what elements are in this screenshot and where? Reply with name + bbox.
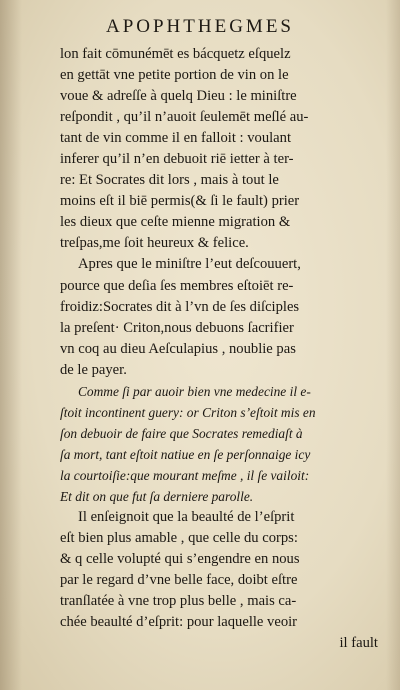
text-line: ſtoit incontinent guery: or Criton s’eſtoit mis en [60,404,316,420]
catchword: il fault [339,635,378,652]
paragraph-1 [58,44,380,254]
text-line: vn coq au dieu Aeſculapius , noublie pas [60,340,296,357]
text-line: tant de vin comme il en falloit : voulant [60,130,292,147]
text-line: voue & adreſſe à quelq Dieu : le miniſtre [60,88,297,105]
text-block [58,44,380,654]
text-line: re: Et Socrates dit lors , mais à tout le [60,172,279,189]
text-line: lon fait cōmunémēt es bácquetz eſquelz [60,46,291,62]
text-line: moins eſt il biē permis(& ſi le fault) prier [60,193,300,210]
text-line: les dieux que ceſte mienne migration & [60,214,291,231]
text-line: ſon debuoir de faire que Socrates remediaſt à [60,425,303,441]
text-line: froidiz:Socrates dit à l’vn de ſes diſciples [60,298,300,315]
text-line: Il enſeignoit que la beaulté de l’eſprit [78,509,295,526]
text-line: pource que deſia ſes membres eſtoiēt re- [60,277,294,294]
text-line: Apres que le miniſtre l’eut deſcouuert, [78,256,301,273]
text-line: & q celle volupté qui s’engendre en nous [60,551,300,568]
text-line: la courtoiſie:que mourant meſme , il ſe vailoit: [60,467,310,483]
text-line: Comme ſi par auoir bien vne medecine il e- [78,383,311,399]
text-line: eſt bien plus amable , que celle du corps: [60,530,298,547]
text-line: de le payer. [60,361,127,378]
text-line: chée beaulté d’eſprit: pour laquelle veoir [60,614,298,631]
text-line: Et dit on que fut ſa derniere parolle. [60,488,254,504]
text-line: reſpondit , qu’il n’auoit ſeulemēt meſlé au- [60,109,309,126]
text-line: inferer qu’il n’en debuoit riē ietter à ter- [60,151,294,168]
text-line: la preſent· Criton,nous debuons ſacrifier [60,319,294,336]
paragraph-2 [58,254,380,380]
text-line: en gettāt vne petite portion de vin on le [60,67,289,84]
paragraph-4 [58,507,380,633]
text-line: par le regard d’vne belle face, doibt eſtre [60,572,298,589]
running-head: APOPHTHEGMES [105,16,295,37]
text-line: tranſlatée à vne trop plus belle , mais ca- [60,593,297,610]
paragraph-3-italic [58,381,380,507]
text-line: treſpas,me ſoit heureux & felice. [60,235,249,252]
text-line: ſa mort, tant eſtoit natiue en ſe perſonnaige icy [60,446,311,462]
